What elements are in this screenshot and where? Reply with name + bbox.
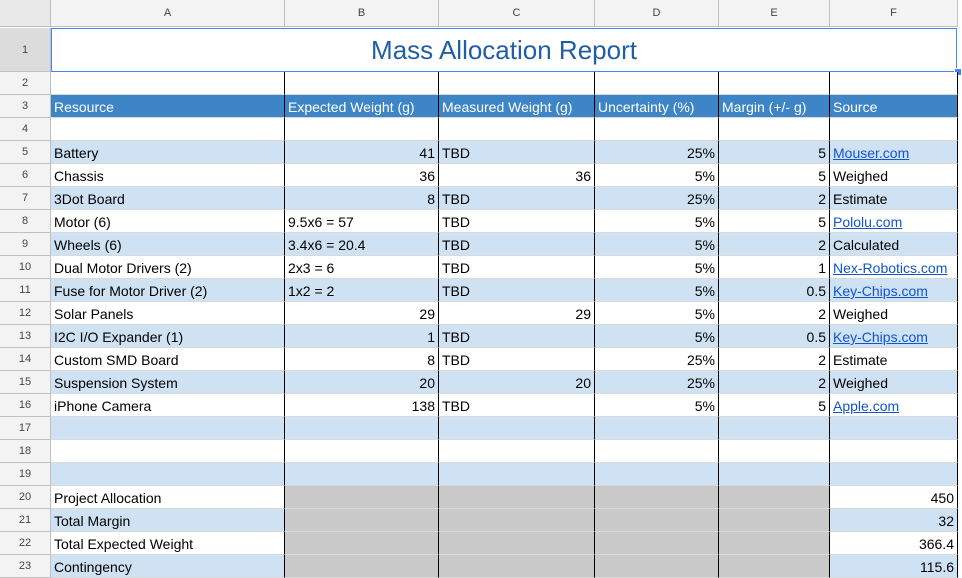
cell-value: Estimate — [833, 191, 888, 207]
cell-value: 8 — [427, 352, 435, 368]
cell-b6[interactable] — [285, 164, 439, 187]
cell-value: TBD — [442, 145, 470, 161]
row-header-18[interactable]: 18 — [0, 440, 51, 463]
cell-d20[interactable] — [595, 486, 719, 509]
cell-value: 0.5 — [806, 283, 826, 299]
cell-c4[interactable] — [439, 118, 595, 141]
cell-d6[interactable] — [595, 164, 719, 187]
cell-value: TBD — [442, 214, 470, 230]
row-header-12[interactable]: 12 — [0, 302, 51, 325]
cell-a11[interactable] — [51, 279, 285, 302]
cell-b7[interactable] — [285, 187, 439, 210]
cell-f13[interactable] — [830, 325, 958, 348]
cell-value: 9.5x6 = 57 — [288, 214, 354, 230]
cell-f21[interactable]: 32 — [830, 509, 958, 532]
select-all-corner[interactable] — [0, 0, 51, 27]
cell-value: 25% — [686, 352, 715, 368]
row-header-6[interactable]: 6 — [0, 164, 51, 187]
cell-c15[interactable] — [439, 371, 595, 394]
cell-f12[interactable] — [830, 302, 958, 325]
cell-b10[interactable] — [285, 256, 439, 279]
cell-c17[interactable] — [439, 417, 595, 440]
column-header-f[interactable]: F — [830, 0, 958, 27]
cell-c8[interactable] — [439, 210, 595, 233]
cell-e19[interactable] — [719, 463, 830, 486]
cell-e4[interactable] — [719, 118, 830, 141]
cell-value: 5% — [694, 329, 715, 345]
cell-value: 2 — [818, 191, 826, 207]
cell-e15[interactable] — [719, 371, 830, 394]
column-header-e[interactable]: E — [719, 0, 830, 27]
cell-value: Weighed — [833, 375, 889, 391]
cell-c10[interactable] — [439, 256, 595, 279]
cell-value: 36 — [419, 168, 435, 184]
cell-value: 1 — [427, 329, 435, 345]
cell-value: 2 — [818, 375, 826, 391]
table-row — [51, 141, 962, 164]
cell-d12[interactable] — [595, 302, 719, 325]
cell-e22[interactable] — [719, 532, 830, 555]
table-row — [51, 72, 962, 95]
cell-d19[interactable] — [595, 463, 719, 486]
cell-value: 20 — [575, 375, 591, 391]
cell-b3[interactable]: Expected Weight (g) — [285, 95, 439, 118]
cell-value: TBD — [442, 237, 470, 253]
cell-value: Fuse for Motor Driver (2) — [54, 283, 208, 299]
table-row — [51, 532, 962, 555]
cell-d2[interactable] — [595, 72, 719, 95]
cell-a13[interactable] — [51, 325, 285, 348]
cell-a20[interactable]: Project Allocation — [51, 486, 285, 509]
row-header-20[interactable]: 20 — [0, 486, 51, 509]
column-header-d[interactable]: D — [595, 0, 719, 27]
cell-f2[interactable] — [830, 72, 958, 95]
cell-f18[interactable] — [830, 440, 958, 463]
cell-b9[interactable] — [285, 233, 439, 256]
cell-a12[interactable] — [51, 302, 285, 325]
cell-value: 41 — [419, 145, 435, 161]
cell-value: 5 — [818, 168, 826, 184]
row-header-2[interactable]: 2 — [0, 72, 51, 95]
cell-c5[interactable] — [439, 141, 595, 164]
table-row — [51, 256, 962, 279]
cell-a8[interactable] — [51, 210, 285, 233]
cell-a3[interactable]: Resource — [51, 95, 285, 118]
cell-value: 25% — [686, 375, 715, 391]
cell-e11[interactable] — [719, 279, 830, 302]
table-row — [51, 371, 962, 394]
table-row — [51, 486, 962, 509]
cell-value: Dual Motor Drivers (2) — [54, 260, 192, 276]
cell-value: 2 — [818, 352, 826, 368]
source-link[interactable]: Key-Chips.com — [833, 329, 928, 345]
cell-b12[interactable] — [285, 302, 439, 325]
row-header-5[interactable]: 5 — [0, 141, 51, 164]
table-row — [51, 279, 962, 302]
cell-value: Wheels (6) — [54, 237, 122, 253]
cell-d4[interactable] — [595, 118, 719, 141]
cell-value: 5% — [694, 168, 715, 184]
cell-c22[interactable] — [439, 532, 595, 555]
cell-value: 5% — [694, 260, 715, 276]
cell-e14[interactable] — [719, 348, 830, 371]
cell-value: 8 — [427, 191, 435, 207]
cell-value: iPhone Camera — [54, 398, 152, 414]
cell-value: I2C I/O Expander (1) — [54, 329, 184, 345]
cell-c21[interactable] — [439, 509, 595, 532]
cell-b13[interactable] — [285, 325, 439, 348]
report-title-cell[interactable]: Mass Allocation Report — [51, 28, 957, 72]
source-link[interactable]: Mouser.com — [833, 145, 910, 161]
cell-b20[interactable] — [285, 486, 439, 509]
cell-c6[interactable] — [439, 164, 595, 187]
cell-value: 29 — [575, 306, 591, 322]
cell-value: 1 — [818, 260, 826, 276]
cell-e20[interactable] — [719, 486, 830, 509]
cell-a19[interactable] — [51, 463, 285, 486]
cell-d13[interactable] — [595, 325, 719, 348]
cell-a14[interactable] — [51, 348, 285, 371]
source-link[interactable]: Key-Chips.com — [833, 283, 928, 299]
row-header-21[interactable]: 21 — [0, 509, 51, 532]
cell-value: 36 — [575, 168, 591, 184]
cell-f17[interactable] — [830, 417, 958, 440]
cell-f23[interactable]: 115.6 — [830, 555, 958, 578]
cell-f11[interactable] — [830, 279, 958, 302]
table-row — [51, 210, 962, 233]
row-header-4[interactable]: 4 — [0, 118, 51, 141]
cell-c12[interactable] — [439, 302, 595, 325]
cell-a22[interactable]: Total Expected Weight — [51, 532, 285, 555]
cell-e7[interactable] — [719, 187, 830, 210]
table-row — [51, 325, 962, 348]
cell-value: TBD — [442, 329, 470, 345]
cell-value: 5% — [694, 398, 715, 414]
cell-e10[interactable] — [719, 256, 830, 279]
row-header-14[interactable]: 14 — [0, 348, 51, 371]
row-header-17[interactable]: 17 — [0, 417, 51, 440]
cell-d15[interactable] — [595, 371, 719, 394]
row-header-15[interactable]: 15 — [0, 371, 51, 394]
cell-d9[interactable] — [595, 233, 719, 256]
table-row — [51, 233, 962, 256]
row-header-1[interactable]: 1 — [0, 28, 51, 72]
source-link[interactable]: Apple.com — [833, 398, 900, 414]
cell-e18[interactable] — [719, 440, 830, 463]
cell-value: Weighed — [833, 306, 889, 322]
cell-b11[interactable] — [285, 279, 439, 302]
cell-b17[interactable] — [285, 417, 439, 440]
cell-d10[interactable] — [595, 256, 719, 279]
cell-d17[interactable] — [595, 417, 719, 440]
cell-b23[interactable] — [285, 555, 439, 578]
cell-b2[interactable] — [285, 72, 439, 95]
table-row — [51, 509, 962, 532]
table-row — [51, 164, 962, 187]
cell-f16[interactable] — [830, 394, 958, 417]
row-header-7[interactable]: 7 — [0, 187, 51, 210]
row-header-19[interactable]: 19 — [0, 463, 51, 486]
cell-value: 5% — [694, 283, 715, 299]
cell-value: TBD — [442, 191, 470, 207]
cell-c9[interactable] — [439, 233, 595, 256]
cell-f9[interactable] — [830, 233, 958, 256]
row-header-11[interactable]: 11 — [0, 279, 51, 302]
cell-a17[interactable] — [51, 417, 285, 440]
table-row — [51, 555, 962, 578]
cell-d21[interactable] — [595, 509, 719, 532]
cell-b21[interactable] — [285, 509, 439, 532]
cell-e21[interactable] — [719, 509, 830, 532]
cell-a6[interactable] — [51, 164, 285, 187]
cell-f20[interactable]: 450 — [830, 486, 958, 509]
table-row — [51, 95, 962, 118]
cell-b4[interactable] — [285, 118, 439, 141]
cell-e8[interactable] — [719, 210, 830, 233]
column-header-b[interactable]: B — [285, 0, 439, 27]
table-row — [51, 118, 962, 141]
row-header-23[interactable]: 23 — [0, 555, 51, 578]
cell-value: 5% — [694, 306, 715, 322]
cell-f15[interactable] — [830, 371, 958, 394]
cell-a21[interactable]: Total Margin — [51, 509, 285, 532]
cell-b22[interactable] — [285, 532, 439, 555]
cell-f19[interactable] — [830, 463, 958, 486]
cell-a5[interactable] — [51, 141, 285, 164]
row-header-8[interactable]: 8 — [0, 210, 51, 233]
cell-d11[interactable] — [595, 279, 719, 302]
cell-f3[interactable]: Source — [830, 95, 958, 118]
cell-b15[interactable] — [285, 371, 439, 394]
table-row — [51, 348, 962, 371]
cell-c7[interactable] — [439, 187, 595, 210]
table-row — [51, 302, 962, 325]
cell-e13[interactable] — [719, 325, 830, 348]
cell-d7[interactable] — [595, 187, 719, 210]
cell-f6[interactable] — [830, 164, 958, 187]
cell-value: TBD — [442, 398, 470, 414]
cell-c13[interactable] — [439, 325, 595, 348]
cell-value: Custom SMD Board — [54, 352, 179, 368]
row-header-13[interactable]: 13 — [0, 325, 51, 348]
cell-d23[interactable] — [595, 555, 719, 578]
cell-value: Motor (6) — [54, 214, 111, 230]
cell-value: TBD — [442, 260, 470, 276]
cell-b18[interactable] — [285, 440, 439, 463]
cell-value: 2 — [818, 306, 826, 322]
cell-a23[interactable]: Contingency — [51, 555, 285, 578]
source-link[interactable]: Pololu.com — [833, 214, 903, 230]
cell-value: TBD — [442, 352, 470, 368]
cell-d22[interactable] — [595, 532, 719, 555]
cell-value: 5% — [694, 214, 715, 230]
row-header-9[interactable]: 9 — [0, 233, 51, 256]
cell-c20[interactable] — [439, 486, 595, 509]
cell-c2[interactable] — [439, 72, 595, 95]
cell-e3[interactable]: Margin (+/- g) — [719, 95, 830, 118]
cell-b5[interactable] — [285, 141, 439, 164]
cell-value: 5 — [818, 214, 826, 230]
table-row — [51, 440, 962, 463]
cell-e12[interactable] — [719, 302, 830, 325]
cell-value: 1x2 = 2 — [288, 283, 335, 299]
cell-d16[interactable] — [595, 394, 719, 417]
cell-c3[interactable]: Measured Weight (g) — [439, 95, 595, 118]
row-header-16[interactable]: 16 — [0, 394, 51, 417]
cell-b14[interactable] — [285, 348, 439, 371]
cell-f7[interactable] — [830, 187, 958, 210]
source-link[interactable]: Nex-Robotics.com — [833, 260, 948, 276]
cell-value: Estimate — [833, 352, 888, 368]
cell-a10[interactable] — [51, 256, 285, 279]
cell-a15[interactable] — [51, 371, 285, 394]
cell-d5[interactable] — [595, 141, 719, 164]
cell-e16[interactable] — [719, 394, 830, 417]
cell-c18[interactable] — [439, 440, 595, 463]
row-header-10[interactable]: 10 — [0, 256, 51, 279]
cell-f8[interactable] — [830, 210, 958, 233]
column-header-a[interactable]: A — [51, 0, 285, 27]
cell-e17[interactable] — [719, 417, 830, 440]
cell-value: 0.5 — [806, 329, 826, 345]
cell-value: 5 — [818, 398, 826, 414]
cell-c14[interactable] — [439, 348, 595, 371]
cell-value: TBD — [442, 283, 470, 299]
row-header-22[interactable]: 22 — [0, 532, 51, 555]
cell-c23[interactable] — [439, 555, 595, 578]
cell-e23[interactable] — [719, 555, 830, 578]
table-row — [51, 394, 962, 417]
cell-a2[interactable] — [51, 72, 285, 95]
cell-e2[interactable] — [719, 72, 830, 95]
cell-value: Solar Panels — [54, 306, 134, 322]
cell-c16[interactable] — [439, 394, 595, 417]
cell-a16[interactable] — [51, 394, 285, 417]
cell-value: 20 — [419, 375, 435, 391]
cell-e6[interactable] — [719, 164, 830, 187]
cell-f10[interactable] — [830, 256, 958, 279]
cell-value: 2 — [818, 237, 826, 253]
cell-value: Suspension System — [54, 375, 178, 391]
cell-a18[interactable] — [51, 440, 285, 463]
cell-d14[interactable] — [595, 348, 719, 371]
cell-value: 29 — [419, 306, 435, 322]
cell-value: 3Dot Board — [54, 191, 125, 207]
cell-value: Calculated — [833, 237, 900, 253]
cell-value: 25% — [686, 145, 715, 161]
cell-d8[interactable] — [595, 210, 719, 233]
cell-a9[interactable] — [51, 233, 285, 256]
cell-value: Chassis — [54, 168, 104, 184]
cell-value: 5 — [818, 145, 826, 161]
cell-b16[interactable] — [285, 394, 439, 417]
cell-f4[interactable] — [830, 118, 958, 141]
cell-b8[interactable] — [285, 210, 439, 233]
cell-value: 138 — [411, 398, 435, 414]
cell-a4[interactable] — [51, 118, 285, 141]
cell-c19[interactable] — [439, 463, 595, 486]
cell-d3[interactable]: Uncertainty (%) — [595, 95, 719, 118]
cell-value: 5% — [694, 237, 715, 253]
cell-f22[interactable]: 366.4 — [830, 532, 958, 555]
table-row — [51, 417, 962, 440]
cell-e9[interactable] — [719, 233, 830, 256]
cell-f5[interactable] — [830, 141, 958, 164]
cell-value: 25% — [686, 191, 715, 207]
cell-value: Weighed — [833, 168, 889, 184]
row-header-3[interactable]: 3 — [0, 95, 51, 118]
column-header-c[interactable]: C — [439, 0, 595, 27]
table-row — [51, 463, 962, 486]
cell-b19[interactable] — [285, 463, 439, 486]
cell-c11[interactable] — [439, 279, 595, 302]
cell-a7[interactable] — [51, 187, 285, 210]
cell-value: 2x3 = 6 — [288, 260, 335, 276]
cell-value: Battery — [54, 145, 99, 161]
cell-value: 3.4x6 = 20.4 — [288, 237, 366, 253]
cell-f14[interactable] — [830, 348, 958, 371]
cell-d18[interactable] — [595, 440, 719, 463]
cell-e5[interactable] — [719, 141, 830, 164]
table-row — [51, 187, 962, 210]
